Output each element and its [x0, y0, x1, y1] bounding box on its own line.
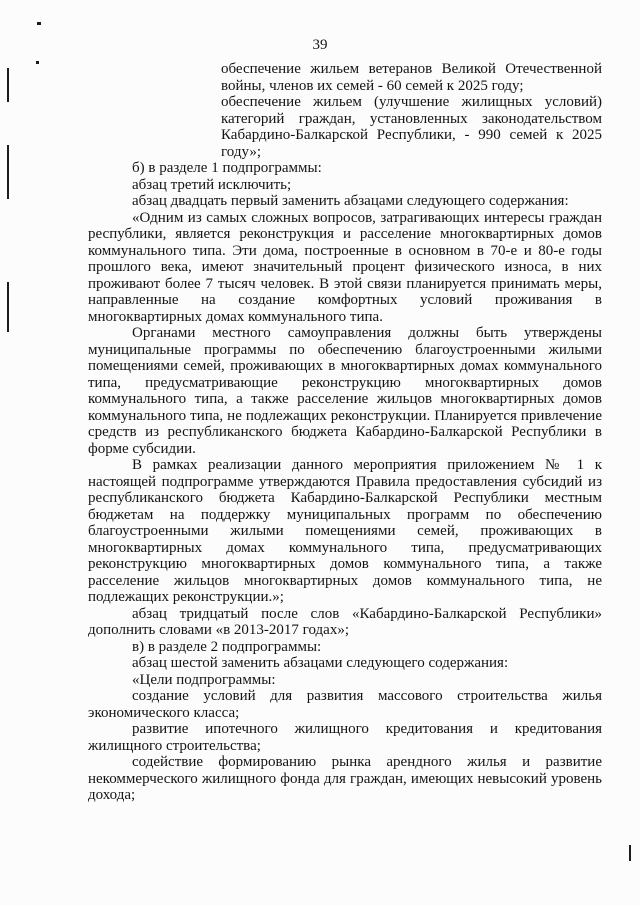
- scan-mark-top-left-1: [37, 22, 41, 25]
- paragraph-5: абзац двадцать первый заменить абзацами следующего содержания:: [132, 193, 569, 209]
- paragraph-10: в) в разделе 2 подпрограммы:: [132, 638, 322, 655]
- paragraph-1: обеспечение жильем ветеранов Великой Отечественной войны, членов их семей - 60 семей к 2025 году;: [221, 61, 602, 94]
- paragraph-3: б) в разделе 1 подпрограммы:: [132, 160, 322, 176]
- paragraph-15: содействие формированию рынка арендного жилья и развитие некоммерческого жилищного фонда для граждан, имеющих невысокий уровень дохода;: [88, 754, 602, 803]
- paragraph-14: развитие ипотечного жилищного кредитования и кредитования жилищного строительства;: [88, 721, 602, 754]
- paragraph-11: абзац шестой заменить абзацами следующего содержания:: [132, 655, 509, 671]
- paragraph-9: абзац тридцатый после слов «Кабардино-Балкарской Республики» дополнить словами «в 2013-2017 годах»;: [88, 605, 602, 638]
- paragraph-4: абзац третий исключить;: [132, 176, 292, 193]
- paragraph-13: создание условий для развития массового строительства жилья экономического класса;: [88, 688, 602, 721]
- document-body: [88, 61, 602, 804]
- paragraph-7: Органами местного самоуправления должны быть утверждены муниципальные программы по обеспечению благоустроенными жилыми помещениями семей, проживающих в многоквартирных домах коммунального типа, предусматривающие реконструкцию многоквартирных домов коммунального типа, а также расселение жильцов многоквартирных домов коммунального типа, не подлежащих реконструкции. Планируется привлечение средств из республиканского бюджета Кабардино-Балкарской Республики в форме субсидии.: [88, 325, 602, 457]
- paragraph-6: «Одним из самых сложных вопросов, затрагивающих интересы граждан республики, является реконструкция и расселение многоквартирных домов коммунального типа. Эти дома, построенные в основном в 70-е и 80-е годы прошлого века, имеют значительный процент физического износа, в них проживают более 7 тысяч человек. В этой связи планируется принимать меры, направленные на создание комфортных условий проживания в многоквартирных домах коммунального типа.: [88, 209, 602, 325]
- paragraph-12: «Цели подпрограммы:: [132, 671, 276, 688]
- binder-line-4: [629, 845, 631, 861]
- page-number: 39: [312, 37, 328, 53]
- binder-line-2: [7, 145, 9, 199]
- paragraph-2: обеспечение жильем (улучшение жилищных условий) категорий граждан, установленных законодательством Кабардино-Балкарской Республики, - 990 семей к 2025 году»;: [221, 94, 602, 160]
- paragraph-8: В рамках реализации данного мероприятия приложением № 1 к настоящей подпрограмме утверждаются Правила предоставления субсидий из республиканского бюджета Кабардино-Балкарской Республики местным бюджетам на поддержку муниципальных программ по обеспечению благоустроенными жилыми помещениями семей, проживающих в многоквартирных домах коммунального типа, предусматривающих реконструкцию многоквартирных домов коммунального типа, а также расселение жильцов многоквартирных домов коммунального типа, не подлежащих реконструкции.»;: [88, 457, 602, 605]
- scan-mark-top-left-2: [36, 61, 39, 64]
- binder-line-3: [7, 282, 9, 332]
- binder-line-1: [7, 68, 9, 102]
